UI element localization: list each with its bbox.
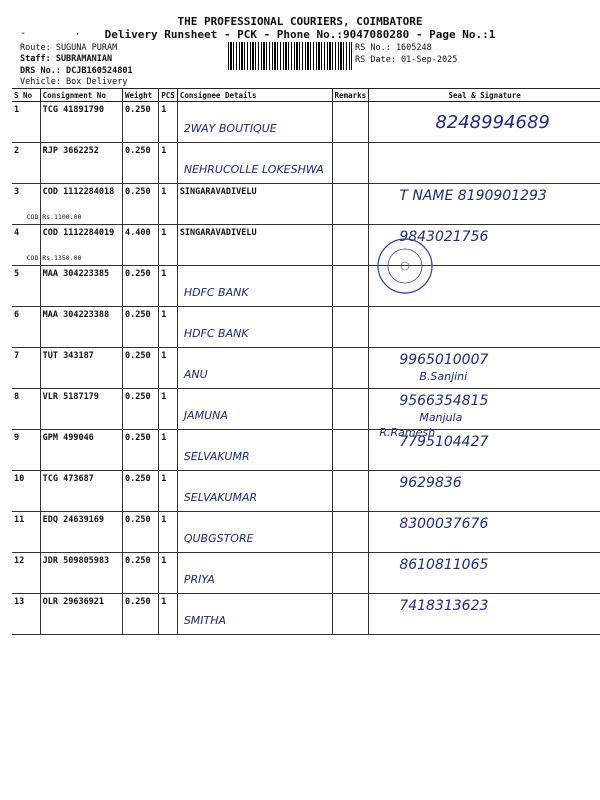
pcs-cell [159, 348, 178, 389]
consignment-cell [26, 184, 122, 225]
signature-cell [369, 553, 600, 594]
col-sno: S No [12, 89, 40, 102]
remarks-cell [332, 307, 369, 348]
sno-text: 7 [14, 351, 20, 361]
runsheet-title: Delivery Runsheet - PCK - Phone No.:9047080280 - Page No.:1 [104, 28, 496, 41]
pcs-cell [159, 266, 178, 307]
handwritten-phone: 8610811065 [399, 557, 489, 573]
consignment-cell [40, 471, 122, 512]
handwritten-phone: 9965010007 [399, 352, 489, 368]
handwritten-consignee: ANU [183, 368, 208, 381]
sno-cell [12, 594, 40, 635]
signature-cell [369, 512, 600, 553]
table-row [12, 307, 600, 348]
pcs-cell [159, 143, 178, 184]
handwritten-phone: 9566354815 [399, 393, 489, 409]
sno-text: 10 [14, 474, 25, 484]
pcs-cell [159, 225, 178, 266]
consignee-cell [177, 430, 332, 471]
rs-date: RS Date: 01-Sep-2025 [355, 55, 458, 65]
handwritten-consignee: HDFC BANK [183, 327, 249, 340]
consignment-cell [40, 553, 122, 594]
remarks-cell [332, 102, 369, 143]
consignee-cell [177, 102, 332, 143]
rs-number: RS No.: 1605248 [355, 43, 432, 53]
remarks-cell [332, 512, 369, 553]
drs-number: DRS No.: DCJB160524801 [20, 66, 133, 76]
sno-text: 11 [14, 515, 25, 525]
weight-cell [123, 102, 159, 143]
consignment-cell [40, 266, 122, 307]
pcs-text: 1 [161, 187, 167, 197]
consignment-cell [40, 143, 122, 184]
route-label: Route: SUGUNA PURAM [20, 43, 118, 53]
sno-text: 5 [14, 269, 20, 279]
pcs-cell [159, 389, 178, 430]
col-weight: Weight [123, 89, 159, 102]
remarks-cell [332, 143, 369, 184]
courier-seal-stamp [373, 236, 441, 296]
consignee-text: SINGARAVADIVELU [179, 187, 257, 197]
handwritten-phone: 8248994689 [435, 112, 550, 133]
pcs-text: 1 [161, 515, 167, 525]
col-pcs: PCS [159, 89, 178, 102]
cod-amount: COD Rs.1350.00 [26, 254, 82, 262]
pcs-text: 1 [161, 146, 167, 156]
signature-cell [369, 348, 600, 389]
consignee-cell [177, 184, 332, 225]
pcs-text: 1 [161, 556, 167, 566]
pcs-text: 1 [161, 228, 167, 238]
sno-cell [12, 471, 40, 512]
handwritten-consignee: SELVAKUMAR [183, 491, 258, 504]
consignee-cell [177, 143, 332, 184]
weight-text: 0.250 [125, 146, 151, 156]
remarks-cell [332, 225, 369, 266]
vehicle-label: Vehicle: Box Delivery [20, 77, 128, 87]
weight-text: 0.250 [125, 351, 151, 361]
col-consignment: Consignment No [40, 89, 122, 102]
weight-cell [123, 266, 159, 307]
sno-text: 12 [14, 556, 25, 566]
signature-cell [369, 471, 600, 512]
table-row [12, 594, 600, 635]
col-signature: Seal & Signature [369, 89, 600, 102]
consignee-cell [177, 471, 332, 512]
pcs-text: 1 [161, 269, 167, 279]
table-row [12, 348, 600, 389]
sno-cell [12, 266, 40, 307]
sno-text: 6 [14, 310, 20, 320]
weight-cell [123, 307, 159, 348]
table-row [12, 471, 600, 512]
signature-cell [369, 389, 600, 430]
weight-cell [123, 143, 159, 184]
weight-text: 0.250 [125, 597, 151, 607]
handwritten-consignee: SMITHA [183, 614, 227, 627]
handwritten-name: B.Sanjini [419, 370, 468, 383]
consignee-text: SINGARAVADIVELU [179, 228, 257, 238]
pcs-text: 1 [161, 474, 167, 484]
weight-text: 0.250 [125, 269, 151, 279]
sno-cell [12, 512, 40, 553]
consignment-text: OLR 29636921 [42, 597, 105, 607]
pcs-cell [159, 471, 178, 512]
consignment-text: COD 1112284018 [42, 187, 115, 197]
handwritten-phone: T NAME 8190901293 [399, 188, 547, 204]
weight-text: 0.250 [125, 105, 151, 115]
weight-text: 0.250 [125, 392, 151, 402]
remarks-cell [332, 553, 369, 594]
pcs-cell [159, 553, 178, 594]
table-row [12, 102, 600, 143]
handwritten-name: Manjula [419, 411, 463, 424]
weight-text: 0.250 [125, 556, 151, 566]
weight-text: 0.250 [125, 515, 151, 525]
pcs-cell [159, 430, 178, 471]
pcs-cell [159, 102, 178, 143]
table-row [12, 430, 600, 471]
signature-cell [369, 426, 600, 471]
handwritten-consignee: QUBGSTORE [183, 532, 254, 545]
pcs-text: 1 [161, 597, 167, 607]
consignment-text: COD 1112284019 [42, 228, 115, 238]
weight-cell [123, 225, 159, 266]
weight-text: 0.250 [125, 474, 151, 484]
consignment-text: TCG 41891790 [42, 105, 105, 115]
pcs-text: 1 [161, 392, 167, 402]
pcs-text: 1 [161, 310, 167, 320]
consignment-text: RJP 3662252 [42, 146, 99, 156]
signature-cell [369, 307, 600, 348]
consignee-cell [177, 389, 332, 430]
consignment-cell [40, 102, 122, 143]
pcs-cell [159, 307, 178, 348]
consignment-text: TCG 473687 [42, 474, 94, 484]
consignee-cell [177, 594, 332, 635]
runsheet-table [12, 88, 600, 635]
handwritten-consignee: PRIYA [183, 573, 215, 586]
consignee-cell [177, 553, 332, 594]
table-row [12, 512, 600, 553]
weight-text: 4.400 [125, 228, 151, 238]
pcs-text: 1 [161, 433, 167, 443]
consignment-cell [40, 389, 122, 430]
weight-cell [123, 471, 159, 512]
margin-dash: - [20, 28, 27, 39]
signature-cell [369, 143, 600, 184]
weight-text: 0.250 [125, 187, 151, 197]
weight-cell [123, 389, 159, 430]
consignee-cell [177, 512, 332, 553]
table-row [12, 389, 600, 430]
sno-cell [12, 102, 40, 143]
handwritten-name: R.Ramesh [379, 426, 436, 439]
cod-amount: COD Rs.1100.00 [26, 213, 82, 221]
consignee-cell [177, 266, 332, 307]
table-header-row [12, 89, 600, 102]
consignee-cell [177, 307, 332, 348]
weight-cell [123, 512, 159, 553]
weight-text: 0.250 [125, 310, 151, 320]
remarks-cell [332, 266, 369, 307]
handwritten-consignee: SELVAKUMR [183, 450, 250, 463]
sno-cell [12, 389, 40, 430]
handwritten-phone: 7418313623 [399, 598, 489, 614]
consignee-cell [177, 225, 332, 266]
pcs-text: 1 [161, 105, 167, 115]
staff-label: Staff: SUBRAMANIAN [20, 54, 113, 64]
table-row [12, 266, 600, 307]
sno-cell [12, 348, 40, 389]
sno-text: 2 [14, 146, 20, 156]
consignment-cell [26, 225, 122, 266]
sno-text: 13 [14, 597, 25, 607]
consignment-text: MAA 304223388 [42, 310, 110, 320]
sno-cell [12, 430, 40, 471]
consignment-cell [40, 594, 122, 635]
consignment-text: MAA 304223385 [42, 269, 110, 279]
pcs-cell [159, 184, 178, 225]
remarks-cell [332, 389, 369, 430]
sno-text: 4 [14, 228, 20, 238]
consignment-cell [40, 348, 122, 389]
margin-dot: · [75, 30, 81, 40]
signature-cell [369, 102, 600, 143]
pcs-cell [159, 594, 178, 635]
handwritten-phone: 8300037676 [399, 516, 489, 532]
weight-cell [123, 348, 159, 389]
handwritten-phone: 9843021756 [399, 229, 489, 245]
handwritten-consignee: JAMUNA [183, 409, 228, 422]
pcs-text: 1 [161, 351, 167, 361]
weight-cell [123, 184, 159, 225]
table-row [12, 143, 600, 184]
weight-cell [123, 594, 159, 635]
sno-text: 8 [14, 392, 20, 402]
consignee-cell [177, 348, 332, 389]
consignment-cell [40, 307, 122, 348]
handwritten-phone: 9629836 [399, 475, 462, 491]
remarks-cell [332, 348, 369, 389]
col-remarks: Remarks [332, 89, 369, 102]
handwritten-consignee: 2WAY BOUTIQUE [183, 122, 277, 135]
weight-cell [123, 430, 159, 471]
table-row [12, 553, 600, 594]
sno-text: 1 [14, 105, 20, 115]
consignment-text: EDQ 24639169 [42, 515, 105, 525]
remarks-cell [332, 184, 369, 225]
company-name: THE PROFESSIONAL COURIERS, COIMBATORE [177, 15, 423, 28]
remarks-cell [332, 594, 369, 635]
signature-cell [369, 184, 600, 225]
handwritten-consignee: HDFC BANK [183, 286, 249, 299]
handwritten-phone: 7795104427 [399, 434, 489, 450]
weight-cell [123, 553, 159, 594]
table-row [12, 225, 600, 266]
table-row [12, 184, 600, 225]
remarks-cell [332, 430, 369, 471]
consignment-text: GPM 499046 [42, 433, 94, 443]
handwritten-consignee: NEHRUCOLLE LOKESHWA [183, 163, 324, 176]
sno-text: 3 [14, 187, 20, 197]
consignment-text: JDR 509805983 [42, 556, 110, 566]
runsheet-barcode [228, 42, 352, 70]
consignment-cell [40, 512, 122, 553]
col-consignee: Consignee Details [177, 89, 332, 102]
sno-cell [12, 553, 40, 594]
consignment-cell [40, 430, 122, 471]
remarks-cell [332, 471, 369, 512]
consignment-text: TUT 343187 [42, 351, 94, 361]
sno-text: 9 [14, 433, 20, 443]
sno-cell [12, 307, 40, 348]
pcs-cell [159, 512, 178, 553]
sno-cell [12, 143, 40, 184]
signature-cell [369, 594, 600, 635]
consignment-text: VLR 5187179 [42, 392, 99, 402]
weight-text: 0.250 [125, 433, 151, 443]
